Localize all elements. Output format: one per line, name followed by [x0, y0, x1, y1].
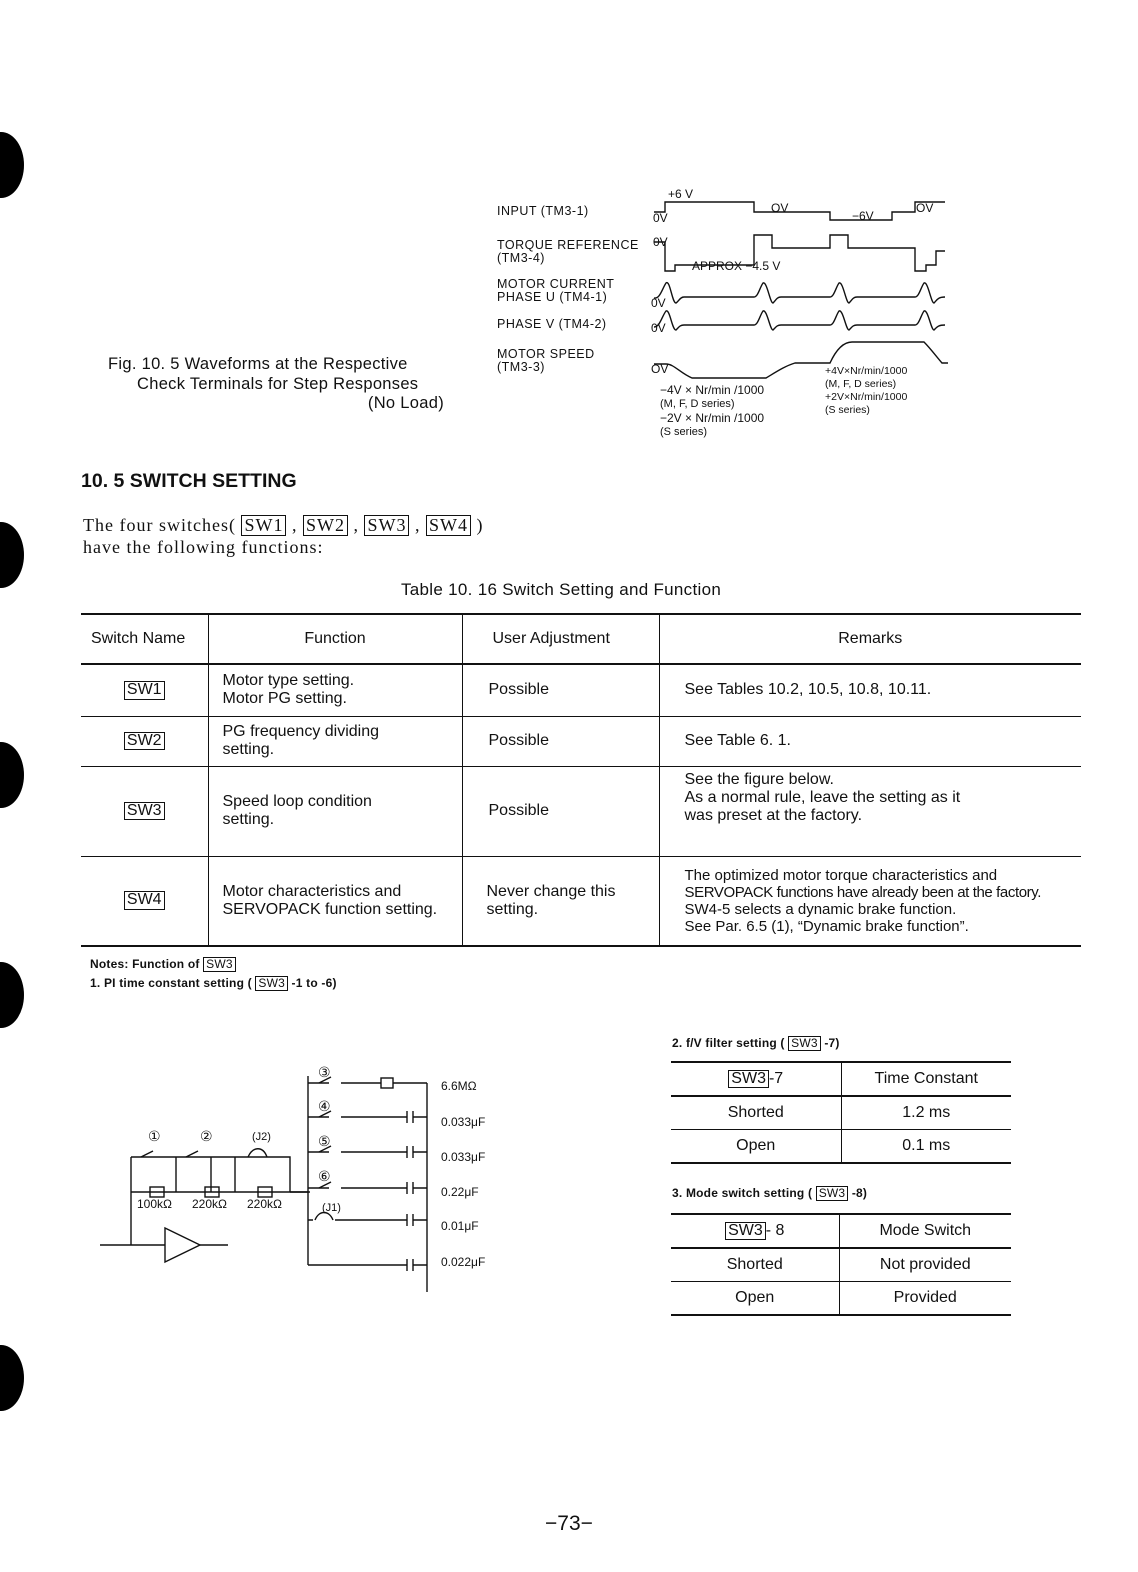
function-text: setting.	[222, 741, 275, 758]
header-user-adjustment: User Adjustment	[462, 614, 659, 664]
resistor-label: 220kΩ	[192, 1197, 227, 1211]
label-0v-speed: OV	[651, 362, 669, 376]
adjustment-text: Possible	[488, 681, 549, 699]
remarks-text: See Table 6. 1.	[684, 732, 791, 749]
table-row: SW3 -7 Time Constant	[671, 1062, 1011, 1096]
function-text: Motor PG setting.	[222, 690, 347, 708]
speed-positive-note: +4V×Nr/min/1000 (M, F, D series) +2V×Nr/min/1000 (S series)	[825, 365, 908, 416]
resistor-label: 220kΩ	[247, 1197, 282, 1211]
sw3-ref: SW3	[364, 515, 409, 536]
label-plus6v: +6 V	[668, 187, 694, 201]
remarks-text: See Par. 6.5 (1), “Dynamic brake function”.	[684, 917, 969, 935]
remarks-text: The optimized motor torque characteristics and	[684, 866, 998, 884]
switch-2	[186, 1151, 198, 1157]
waveform-diagram	[640, 185, 955, 385]
function-text: Motor characteristics and	[222, 882, 402, 900]
adjustment-text: Possible	[488, 732, 549, 749]
header-mode-switch: Mode Switch	[839, 1214, 1011, 1248]
section-title: 10. 5 SWITCH SETTING	[81, 470, 297, 492]
circuit-number-3: ③	[318, 1064, 331, 1080]
section-intro: The four switches( SW1 , SW2 , SW3 , SW4 ) have the following functions:	[83, 515, 484, 557]
sw3-ref: SW3	[203, 957, 236, 972]
label-ov-end: OV	[916, 201, 934, 215]
phase-u-waveform	[654, 283, 945, 303]
table-row: Open Provided	[671, 1282, 1011, 1316]
label-0v-torque: 0V	[653, 235, 668, 249]
circuit-j1: (J1)	[322, 1202, 341, 1214]
signal-label-phase-u: PHASE U (TM4-1)	[497, 290, 608, 304]
function-text: setting.	[222, 811, 275, 828]
signal-label-speed: MOTOR SPEED	[497, 347, 595, 361]
remarks-text: As a normal rule, leave the setting as it	[684, 788, 961, 806]
component-label: 0.022μF	[441, 1255, 486, 1269]
adjustment-text: setting.	[486, 900, 539, 918]
switch-name: SW4	[124, 891, 165, 910]
remarks-text: See the figure below.	[684, 770, 834, 788]
binder-hole	[0, 132, 24, 198]
sw3-ref: SW3	[788, 1036, 821, 1051]
remarks-text: See Tables 10.2, 10.5, 10.8, 10.11.	[684, 681, 932, 699]
switch-1	[141, 1151, 153, 1157]
circuit-number-6: ⑥	[318, 1168, 331, 1184]
component-label: 0.033μF	[441, 1115, 486, 1129]
mode-switch-table	[671, 1213, 1011, 1316]
remarks-text: was preset at the factory.	[684, 806, 863, 824]
header-remarks: Remarks	[659, 614, 1081, 664]
label-0v-input: 0V	[653, 211, 668, 225]
remarks-text: SW4-5 selects a dynamic brake function.	[684, 900, 957, 918]
table-row: Shorted 1.2 ms	[671, 1096, 1011, 1130]
circuit-number-2: ②	[200, 1128, 213, 1144]
signal-label-torque-terminal: (TM3-4)	[497, 251, 545, 265]
label-0v-phase-v: 0V	[651, 321, 666, 335]
figure-caption: Fig. 10. 5 Waveforms at the Respective Check Terminals for Step Responses (No Load)	[108, 355, 444, 412]
note-item-3: 3. Mode switch setting ( SW3 -8)	[672, 1186, 868, 1200]
table-row	[81, 856, 1081, 946]
component-label: 0.033μF	[441, 1150, 486, 1164]
component-label: 0.01μF	[441, 1219, 479, 1233]
table-row	[81, 664, 1081, 716]
signal-label-phase-v: PHASE V (TM4-2)	[497, 317, 607, 331]
phase-v-waveform	[654, 311, 945, 330]
filter-setting-table	[671, 1061, 1011, 1164]
table-caption: Table 10. 16 Switch Setting and Function	[401, 580, 722, 599]
header-time-constant: Time Constant	[841, 1062, 1011, 1096]
sw4-ref: SW4	[426, 515, 471, 536]
binder-hole	[0, 962, 24, 1028]
circuit-j2: (J2)	[252, 1131, 271, 1143]
component-label: 0.22μF	[441, 1185, 479, 1199]
page-number: −73−	[545, 1512, 593, 1535]
switch-function-table	[81, 613, 1081, 947]
notes-heading: Notes: Function of SW3	[90, 957, 236, 972]
switch-name: SW1	[124, 681, 165, 700]
input-waveform	[654, 202, 945, 223]
signal-label-speed-terminal: (TM3-3)	[497, 360, 545, 374]
note-item-2: 2. f/V filter setting ( SW3 -7)	[672, 1036, 840, 1050]
binder-hole	[0, 522, 24, 588]
function-text: PG frequency dividing	[222, 723, 380, 740]
table-row: Open 0.1 ms	[671, 1130, 1011, 1164]
note-item-1: 1. PI time constant setting ( SW3 -1 to -6)	[90, 976, 337, 990]
switch-name: SW2	[124, 732, 165, 751]
circuit-number-1: ①	[148, 1128, 161, 1144]
table-row	[81, 716, 1081, 766]
signal-label-input: INPUT (TM3-1)	[497, 204, 589, 218]
binder-hole	[0, 742, 24, 808]
component-label: 6.6MΩ	[441, 1079, 477, 1093]
sw1-ref: SW1	[241, 515, 286, 536]
table-row	[81, 766, 1081, 856]
pi-circuit-diagram	[95, 1060, 440, 1295]
resistor-6m6	[381, 1078, 393, 1088]
function-text: Motor type setting.	[222, 672, 355, 690]
sw3-ref: SW3	[816, 1186, 849, 1201]
function-text: SERVOPACK function setting.	[222, 900, 438, 918]
table-row: SW3 - 8 Mode Switch	[671, 1214, 1011, 1248]
adjustment-text: Never change this	[486, 882, 616, 900]
speed-negative-note: −4V × Nr/min /1000 (M, F, D series) −2V × Nr/min /1000 (S series)	[660, 383, 765, 438]
label-ov-mid: OV	[771, 201, 789, 215]
sw2-ref: SW2	[303, 515, 348, 536]
opamp-symbol	[165, 1228, 200, 1262]
circuit-number-5: ⑤	[318, 1133, 331, 1149]
resistor-label: 100kΩ	[137, 1197, 172, 1211]
table-row: Shorted Not provided	[671, 1248, 1011, 1282]
binder-hole	[0, 1345, 24, 1411]
signal-label-current: MOTOR CURRENT	[497, 277, 615, 291]
switch-name: SW3	[124, 802, 165, 821]
adjustment-text: Possible	[488, 802, 549, 819]
sw3-ref: SW3	[725, 1222, 766, 1241]
sw3-ref: SW3	[255, 976, 288, 991]
label-approx: APPROX −4.5 V	[692, 259, 781, 273]
remarks-text: SERVOPACK functions have already been at the factory.	[684, 883, 1042, 901]
jumper-j2	[248, 1149, 267, 1157]
sw3-ref: SW3	[728, 1070, 769, 1089]
circuit-number-4: ④	[318, 1098, 331, 1114]
label-0v-phase-u: 0V	[651, 296, 666, 310]
label-minus6v: −6V	[852, 209, 874, 223]
header-switch-name: Switch Name	[81, 614, 208, 664]
signal-label-torque: TORQUE REFERENCE	[497, 238, 639, 252]
header-function: Function	[208, 614, 462, 664]
function-text: Speed loop condition	[222, 793, 372, 810]
